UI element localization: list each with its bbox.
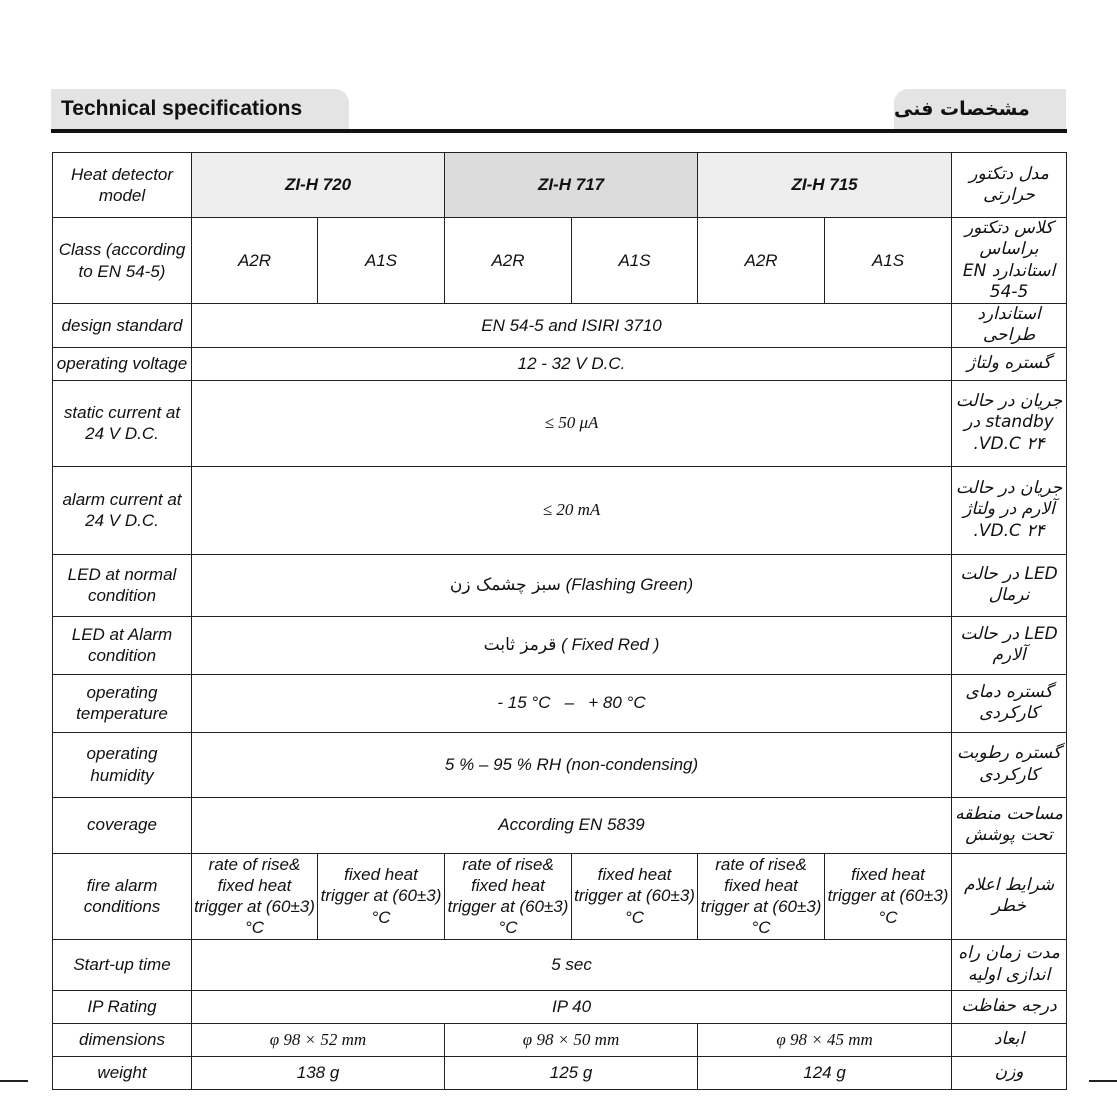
fire-cell: fixed heat trigger at (60±3) °C [572, 853, 698, 939]
row-coverage [53, 797, 1067, 853]
label-ip-en: IP Rating [53, 990, 192, 1023]
fire-cell: rate of rise& fixed heat trigger at (60±3) °C [445, 853, 572, 939]
label-startup-en: Start-up time [53, 939, 192, 990]
section-title-fa: مشخصات فنی [894, 89, 1066, 129]
section-title-en: Technical specifications [51, 89, 349, 129]
row-ip [53, 990, 1067, 1023]
row-dimensions [53, 1023, 1067, 1056]
header-rule [51, 129, 1067, 133]
model-715: ZI-H 715 [698, 153, 952, 218]
label-led-normal-en: LED at normal condition [53, 554, 192, 616]
label-temp-fa: گستره دمای کارکردی [952, 674, 1067, 732]
label-design-fa: استاندارد طراحی [952, 304, 1067, 348]
temp-value: - 15 °C – + 80 °C [192, 674, 952, 732]
label-model-en: Heat detector model [53, 153, 192, 218]
spec-table [52, 152, 1067, 1090]
class-cell: A1S [572, 218, 698, 304]
label-voltage-en: operating voltage [53, 347, 192, 380]
label-led-alarm-fa: LED در حالت آلارم [952, 616, 1067, 674]
page-edge-mark-left [0, 1080, 28, 1082]
label-class-en: Class (according to EN 54-5) [53, 218, 192, 304]
label-weight-en: weight [53, 1056, 192, 1089]
model-720: ZI-H 720 [192, 153, 445, 218]
label-model-fa: مدل دتکتور حرارتی [952, 153, 1067, 218]
label-design-en: design standard [53, 304, 192, 348]
row-led-normal [53, 554, 1067, 616]
design-value: EN 54-5 and ISIRI 3710 [192, 304, 952, 348]
humidity-value: 5 % – 95 % RH (non-condensing) [192, 732, 952, 797]
row-weight [53, 1056, 1067, 1089]
dimensions-717: φ 98 × 50 mm [445, 1023, 698, 1056]
startup-value: 5 sec [192, 939, 952, 990]
alarm-value: ≤ 20 mA [192, 466, 952, 554]
label-dimensions-en: dimensions [53, 1023, 192, 1056]
static-value: ≤ 50 μA [192, 380, 952, 466]
row-temperature [53, 674, 1067, 732]
label-fire-en: fire alarm conditions [53, 853, 192, 939]
row-alarm-current [53, 466, 1067, 554]
ip-value: IP 40 [192, 990, 952, 1023]
class-cell: A2R [698, 218, 825, 304]
fire-cell: rate of rise& fixed heat trigger at (60±3) °C [698, 853, 825, 939]
dimensions-720: φ 98 × 52 mm [192, 1023, 445, 1056]
label-voltage-fa: گستره ولتاژ [952, 347, 1067, 380]
fire-cell: fixed heat trigger at (60±3) °C [825, 853, 952, 939]
weight-715: 124 g [698, 1056, 952, 1089]
row-startup [53, 939, 1067, 990]
coverage-value: According EN 5839 [192, 797, 952, 853]
weight-717: 125 g [445, 1056, 698, 1089]
label-alarm-en: alarm current at 24 V D.C. [53, 466, 192, 554]
led-normal-value [192, 554, 952, 616]
row-class [53, 218, 1067, 304]
fire-cell: rate of rise& fixed heat trigger at (60±3) °C [192, 853, 318, 939]
weight-720: 138 g [192, 1056, 445, 1089]
label-class-fa: کلاس دتکتور براساس استاندارد EN 54-5 [952, 218, 1067, 304]
model-717: ZI-H 717 [445, 153, 698, 218]
voltage-value: 12 - 32 V D.C. [192, 347, 952, 380]
fire-cell: fixed heat trigger at (60±3) °C [318, 853, 445, 939]
led-alarm-en: ( Fixed Red ) [561, 634, 660, 654]
label-coverage-fa: مساحت منطقه تحت پوشش [952, 797, 1067, 853]
class-cell: A2R [445, 218, 572, 304]
page-edge-mark-right [1089, 1080, 1117, 1082]
class-cell: A2R [192, 218, 318, 304]
label-fire-fa: شرایط اعلام خطر [952, 853, 1067, 939]
label-static-fa: جریان در حالت standby در ۲۴ VD.C. [952, 380, 1067, 466]
label-humidity-fa: گستره رطوبت کارکردی [952, 732, 1067, 797]
label-alarm-fa: جریان در حالت آلارم در ولتاژ ۲۴ VD.C. [952, 466, 1067, 554]
label-static-en: static current at 24 V D.C. [53, 380, 192, 466]
led-alarm-fa: قرمز ثابت [483, 634, 557, 655]
label-coverage-en: coverage [53, 797, 192, 853]
row-model [53, 153, 1067, 218]
dimensions-715: φ 98 × 45 mm [698, 1023, 952, 1056]
led-normal-en: (Flashing Green) [565, 574, 694, 594]
row-design [53, 304, 1067, 348]
label-led-normal-fa: LED در حالت نرمال [952, 554, 1067, 616]
row-humidity [53, 732, 1067, 797]
row-led-alarm [53, 616, 1067, 674]
class-cell: A1S [318, 218, 445, 304]
class-cell: A1S [825, 218, 952, 304]
label-startup-fa: مدت زمان راه اندازی اولیه [952, 939, 1067, 990]
row-static-current [53, 380, 1067, 466]
row-voltage [53, 347, 1067, 380]
row-fire-alarm [53, 853, 1067, 939]
label-temp-en: operating temperature [53, 674, 192, 732]
label-dimensions-fa: ابعاد [952, 1023, 1067, 1056]
label-humidity-en: operating humidity [53, 732, 192, 797]
label-weight-fa: وزن [952, 1056, 1067, 1089]
led-alarm-value [192, 616, 952, 674]
label-led-alarm-en: LED at Alarm condition [53, 616, 192, 674]
label-ip-fa: درجه حفاظت [952, 990, 1067, 1023]
led-normal-fa: سبز چشمک زن [449, 574, 561, 595]
